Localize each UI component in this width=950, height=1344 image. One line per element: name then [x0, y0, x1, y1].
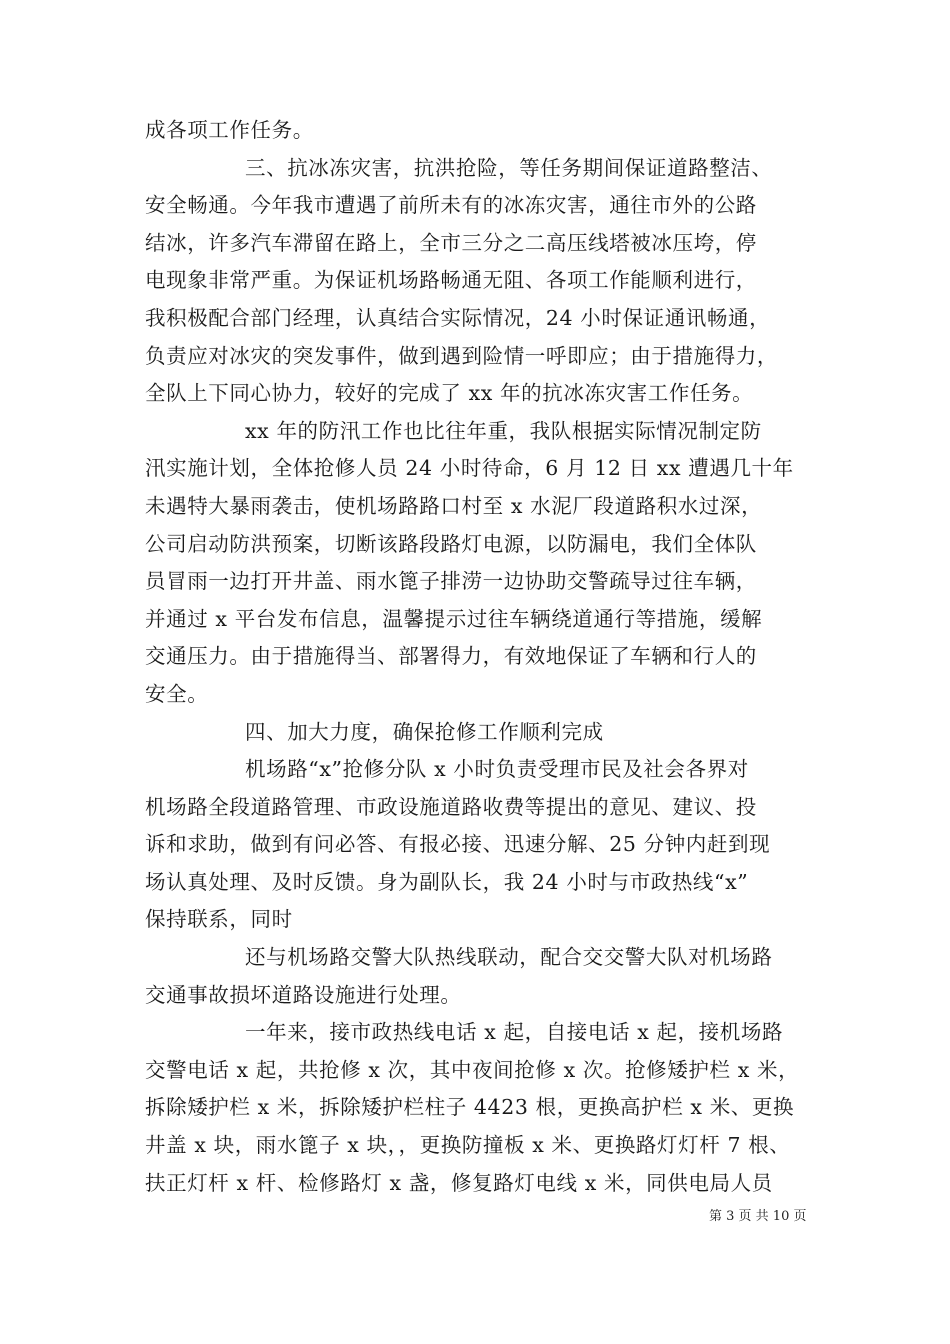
text-line: 结冰，许多汽车滞留在路上，全市三分之二高压线塔被冰压垮，停 [145, 230, 757, 255]
text-line: 安全畅通。今年我市遭遇了前所未有的冰冻灾害，通往市外的公路 [145, 193, 757, 218]
document-body [145, 112, 815, 1202]
text-line: 公司启动防洪预案，切断该路段路灯电源，以防漏电，我们全体队 [145, 531, 757, 556]
text-line: 一年来，接市政热线电话 x 起，自接电话 x 起，接机场路 [245, 1020, 784, 1045]
text-line: 机场路“x”抢修分队 x 小时负责受理市民及社会各界对 [245, 757, 749, 782]
text-line: 交通事故损坏道路设施进行处理。 [145, 982, 462, 1007]
text-line: 我积极配合部门经理，认真结合实际情况，24 小时保证通讯畅通， [145, 305, 771, 330]
text-line: 全队上下同心协力，较好的完成了 xx 年的抗冰冻灾害工作任务。 [145, 381, 754, 406]
text-line: 负责应对冰灾的突发事件，做到遇到险情一呼即应；由于措施得力， [145, 343, 778, 368]
text-line: 员冒雨一边打开井盖、雨水篦子排涝一边协助交警疏导过往车辆， [145, 569, 757, 594]
page-number-footer: 第 3 页 共 10 页 [709, 1209, 807, 1224]
text-line: 汛实施计划，全体抢修人员 24 小时待命，6 月 12 日 xx 遭遇几十年 [145, 456, 794, 481]
text-line: 保持联系，同时 [145, 907, 293, 932]
text-line: 场认真处理、及时反馈。身为副队长，我 24 小时与市政热线“x” [145, 869, 749, 894]
text-line: 并通过 x 平台发布信息，温馨提示过往车辆绕道通行等措施，缓解 [145, 606, 763, 631]
text-line: 诉和求助，做到有问必答、有报必接、迅速分解、25 分钟内赶到现 [145, 832, 771, 857]
text-line: 成各项工作任务。 [145, 118, 314, 142]
text-line: 交通压力。由于措施得当、部署得力，有效地保证了车辆和行人的 [145, 644, 757, 669]
text-line: 拆除矮护栏 x 米，拆除矮护栏柱子 4423 根，更换高护栏 x 米、更换 [145, 1095, 795, 1120]
text-line: 四、加大力度，确保抢修工作顺利完成 [245, 719, 604, 744]
text-line: 扶正灯杆 x 杆、检修路灯 x 盏，修复路灯电线 x 米，同供电局人员 [145, 1170, 773, 1195]
text-line: 井盖 x 块，雨水篦子 x 块，，更换防撞板 x 米、更换路灯灯杆 7 根、 [145, 1133, 791, 1158]
text-line: 三、抗冰冻灾害，抗洪抢险，等任务期间保证道路整洁、 [245, 155, 773, 180]
text-line: 机场路全段道路管理、市政设施道路收费等提出的意见、建议、投 [145, 794, 757, 819]
text-line: xx 年的防汛工作也比往年重，我队根据实际情况制定防 [245, 418, 762, 443]
text-line: 交警电话 x 起，共抢修 x 次，其中夜间抢修 x 次。抢修矮护栏 x 米， [145, 1057, 800, 1082]
text-line: 未遇特大暴雨袭击，使机场路路口村至 x 水泥厂段道路积水过深， [145, 493, 763, 518]
text-line: 电现象非常严重。为保证机场路畅通无阻、各项工作能顺利进行， [145, 268, 757, 293]
text-line: 还与机场路交警大队热线联动，配合交交警大队对机场路 [245, 945, 773, 970]
text-line: 安全。 [145, 681, 209, 706]
